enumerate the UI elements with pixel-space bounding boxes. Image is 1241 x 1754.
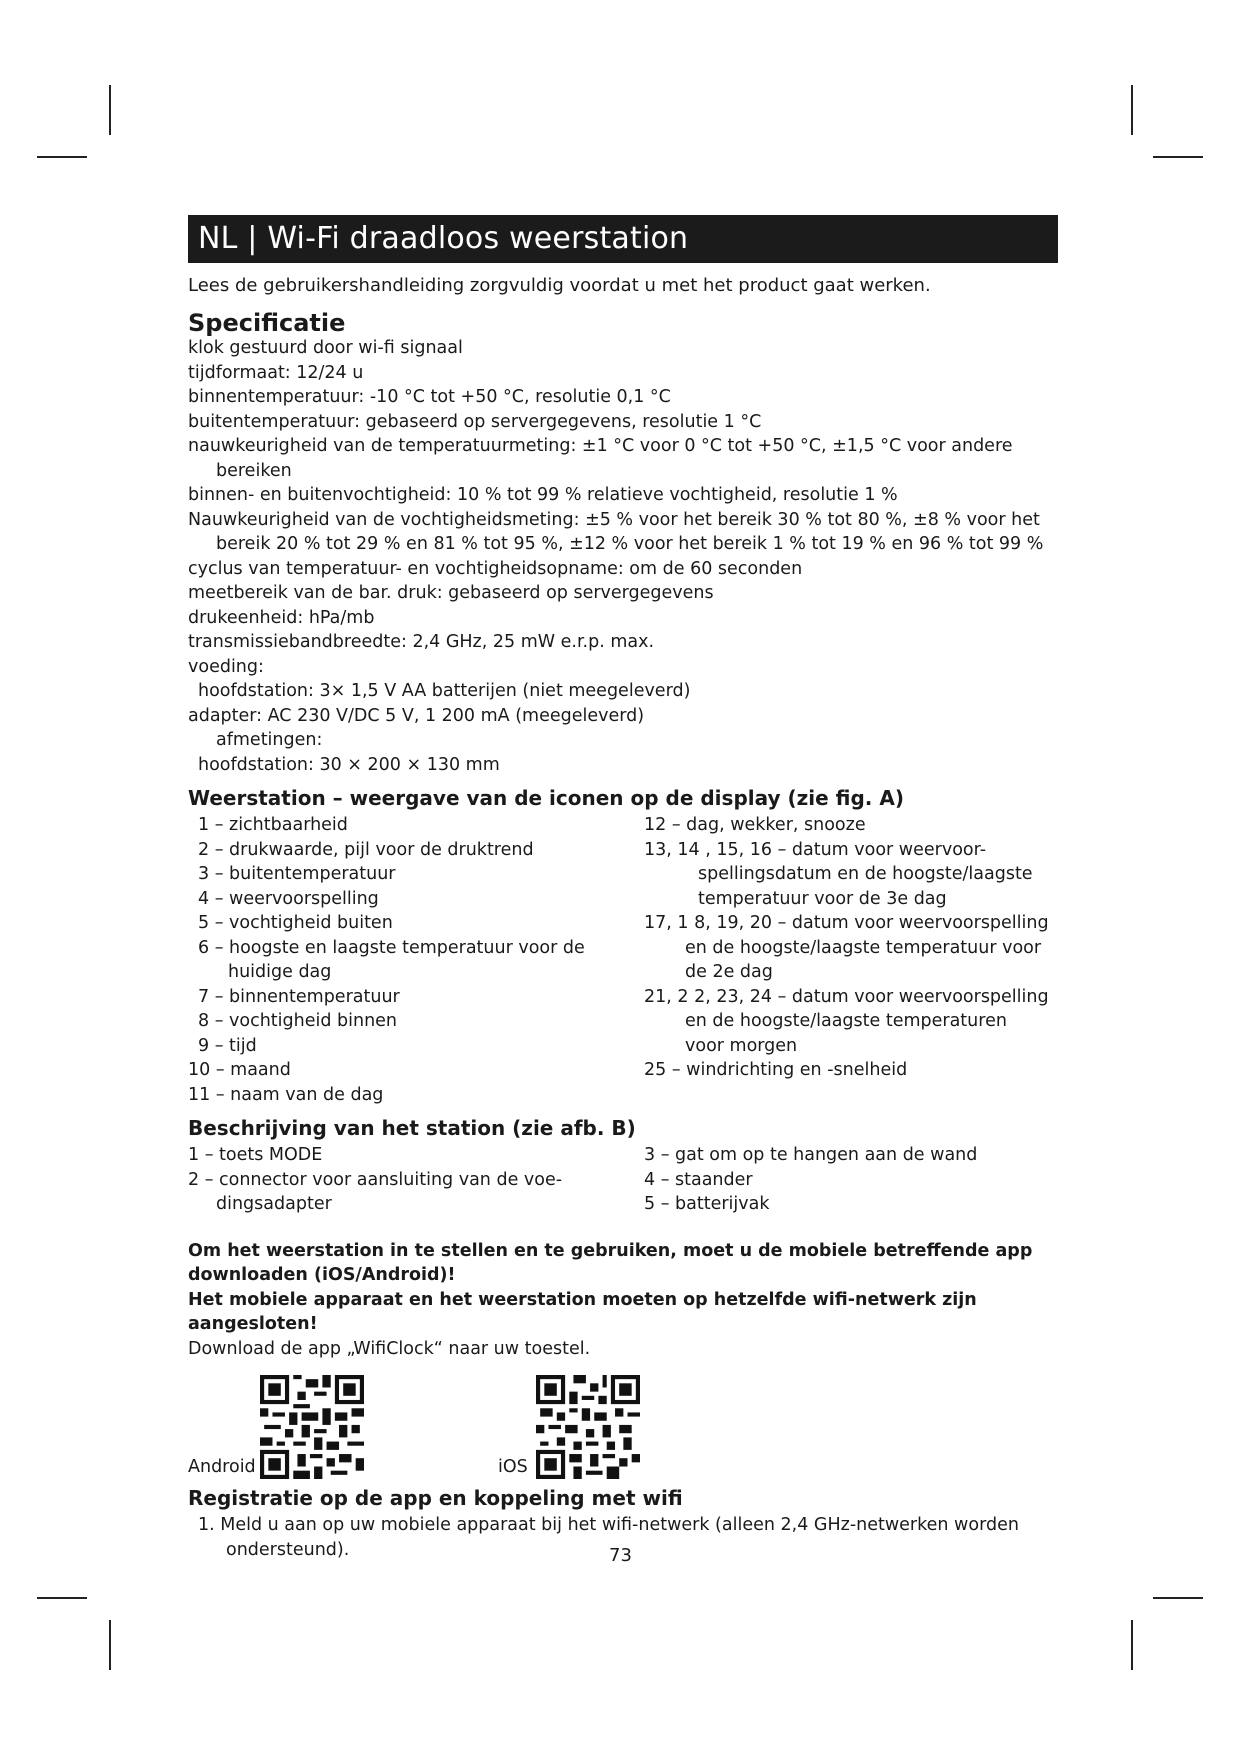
network-note: Het mobiele apparaat en het weerstation moeten op hetzelfde wifi-netwerk zijn aangesloten!	[188, 1289, 977, 1334]
spec-line: adapter: AC 230 V/DC 5 V, 1 200 mA (meegeleverd)	[188, 705, 645, 726]
spec-line: voeding:	[188, 656, 264, 677]
spec-line: afmetingen:	[216, 730, 323, 750]
ios-qr-code-icon[interactable]	[536, 1375, 640, 1479]
manual-page	[188, 215, 1058, 1562]
ios-label: iOS	[498, 1457, 528, 1477]
registration-heading: Registratie op de app en koppeling met wifi	[188, 1486, 683, 1510]
list-item: 17, 1 8, 19, 20 – datum voor weervoorspelling	[644, 913, 1049, 933]
list-item: de 2e dag	[685, 962, 773, 982]
spec-line: binnentemperatuur: -10 °C tot +50 °C, resolutie 0,1 °C	[188, 387, 671, 407]
spec-heading: Specificatie	[188, 309, 346, 337]
station-list	[188, 1143, 1058, 1217]
spec-line: klok gestuurd door wi-fi signaal	[188, 338, 463, 358]
crop-mark	[1131, 1620, 1133, 1670]
crop-mark	[37, 1597, 87, 1599]
list-item: huidige dag	[228, 962, 332, 982]
crop-mark	[1131, 85, 1133, 135]
list-item: 5 – batterijvak	[644, 1194, 770, 1214]
list-item: 1 – zichtbaarheid	[198, 815, 348, 835]
crop-mark	[109, 1620, 111, 1670]
station-left-column	[188, 1143, 644, 1217]
crop-mark	[109, 85, 111, 135]
spec-line: tijdformaat: 12/24 u	[188, 362, 364, 383]
list-item: 9 – tijd	[198, 1035, 257, 1056]
section-header: NL | Wi-Fi draadloos weerstation	[188, 215, 1058, 263]
crop-mark	[37, 156, 87, 158]
spec-line: transmissiebandbreedte: 2,4 GHz, 25 mW e.r.p. max.	[188, 632, 655, 652]
list-item: 11 – naam van de dag	[188, 1084, 384, 1105]
spec-line: drukeenheid: hPa/mb	[188, 607, 375, 628]
spec-line: hoofdstation: 3× 1,5 V AA batterijen (niet meegeleverd)	[198, 681, 691, 701]
list-item: 6 – hoogste en laagste temperatuur voor de	[198, 937, 585, 958]
list-item: 21, 2 2, 23, 24 – datum voor weervoorspelling	[644, 986, 1049, 1007]
intro-text: Lees de gebruikershandleiding zorgvuldig voordat u met het product gaat werken.	[188, 275, 931, 296]
list-item: en de hoogste/laagste temperatuur voor	[685, 937, 1042, 958]
station-heading: Beschrijving van het station (zie afb. B)	[188, 1116, 636, 1140]
list-item: 1 – toets MODE	[188, 1145, 323, 1165]
list-item: spellingsdatum en de hoogste/laagste	[698, 864, 1033, 884]
icons-heading: Weerstation – weergave van de iconen op de display (zie fig. A)	[188, 786, 904, 810]
page-number: 73	[609, 1545, 632, 1566]
icons-list	[188, 813, 1058, 1107]
list-item: dingsadapter	[216, 1194, 332, 1214]
list-item: 3 – buitentemperatuur	[198, 864, 396, 884]
list-item: 2 – drukwaarde, pijl voor de druktrend	[198, 839, 534, 860]
list-item: 2 – connector voor aansluiting van de voe-	[188, 1169, 563, 1190]
spec-line: nauwkeurigheid van de temperatuurmeting: ±1 °C voor 0 °C tot +50 °C, ±1,5 °C voor andere	[188, 436, 1013, 456]
spec-line: buitentemperatuur: gebaseerd op servergegevens, resolutie 1 °C	[188, 411, 762, 432]
list-item: 13, 14 , 15, 16 – datum voor weervoor-	[644, 839, 987, 860]
list-item: voor morgen	[685, 1035, 798, 1056]
list-item: temperatuur voor de 3e dag	[698, 888, 947, 909]
spec-line: hoofdstation: 30 × 200 × 130 mm	[198, 754, 500, 775]
spec-line: Nauwkeurigheid van de vochtigheidsmeting: ±5 % voor het bereik 30 % tot 80 %, ±8 % voor het	[188, 509, 1040, 530]
list-item: 5 – vochtigheid buiten	[198, 913, 393, 933]
spec-line: meetbereik van de bar. druk: gebaseerd op servergegevens	[188, 583, 714, 603]
crop-mark	[1153, 156, 1203, 158]
station-right-column	[644, 1143, 1058, 1217]
list-item: 10 – maand	[188, 1060, 291, 1080]
list-item: 7 – binnentemperatuur	[198, 986, 400, 1007]
list-item: en de hoogste/laagste temperaturen	[685, 1011, 1007, 1031]
list-item: 12 – dag, wekker, snooze	[644, 815, 866, 835]
spec-line: cyclus van temperatuur- en vochtigheidsopname: om de 60 seconden	[188, 558, 803, 579]
android-qr-code-icon[interactable]	[260, 1375, 364, 1479]
spec-line: binnen- en buitenvochtigheid: 10 % tot 99 % relatieve vochtigheid, resolutie 1 %	[188, 485, 898, 505]
list-item: 3 – gat om op te hangen aan de wand	[644, 1145, 978, 1165]
spec-line: bereiken	[216, 460, 292, 481]
list-item: 4 – weervoorspelling	[198, 888, 379, 909]
list-item: 25 – windrichting en -snelheid	[644, 1060, 908, 1080]
icons-right-column	[644, 813, 1058, 1107]
list-item: 8 – vochtigheid binnen	[198, 1011, 398, 1031]
app-download-note: Om het weerstation in te stellen en te gebruiken, moet u de mobiele betreffende app downloaden (iOS/Android)!	[188, 1240, 1033, 1285]
list-item: ondersteund).	[226, 1539, 350, 1560]
spec-line: bereik 20 % tot 29 % en 81 % tot 95 %, ±12 % voor het bereik 1 % tot 19 % en 96 % tot 99 %	[216, 534, 1044, 554]
crop-mark	[1153, 1597, 1203, 1599]
spec-list	[188, 336, 1058, 777]
list-item: 4 – staander	[644, 1169, 753, 1190]
icons-left-column	[188, 813, 644, 1107]
qr-codes	[188, 1373, 1058, 1485]
download-instruction: Download de app „WifiClock“ naar uw toestel.	[188, 1338, 591, 1359]
android-label: Android	[188, 1457, 256, 1477]
list-item: 1. Meld u aan op uw mobiele apparaat bij het wifi-netwerk (alleen 2,4 GHz-netwerken worden	[198, 1515, 1019, 1535]
